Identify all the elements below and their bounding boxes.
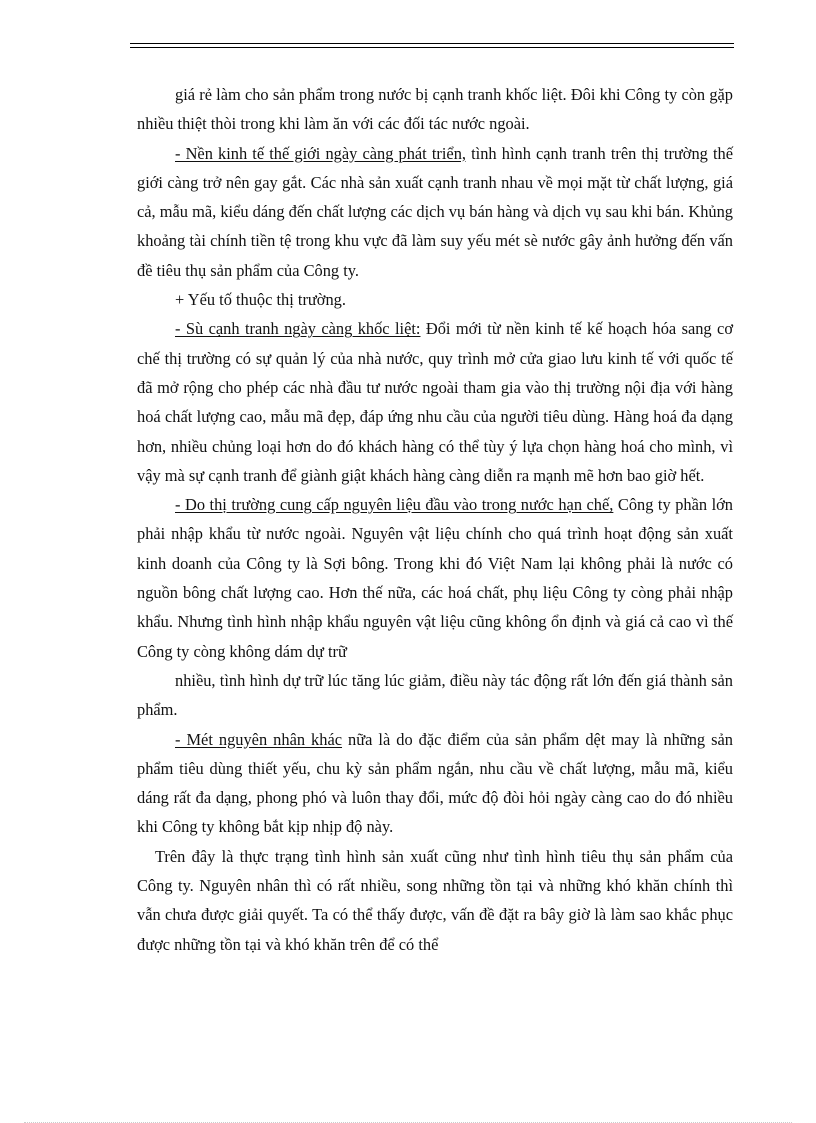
- paragraph-2-heading: - Nền kinh tế thế giới ngày càng phát triển,: [175, 143, 466, 163]
- paragraph-7-heading: - Mét nguyên nhân khác: [175, 729, 343, 749]
- paragraph-5: [137, 490, 733, 666]
- paragraph-7-text: nữa là do đặc điểm của sản phẩm dệt may là những sản phẩm tiêu dùng thiết yếu, chu kỳ sản phẩm ngắn, nhu cầu về chất lượng, mẫu mã, kiểu dáng rất đa dạng, phong phó và luôn thay đổi, mức độ đòi hỏi ngày càng cao do đó nhiều khi Công ty không bắt kịp nhịp độ này.: [137, 729, 733, 837]
- paragraph-4-heading: - Sù cạnh tranh ngày càng khốc liệt:: [175, 319, 421, 339]
- paragraph-7: [137, 725, 733, 842]
- paragraph-2-text: tình hình cạnh tranh trên thị trường thế giới càng trở nên gay gắt. Các nhà sản xuất cạnh tranh nhau về mọi mặt từ chất lượng, giá cả, mẫu mã, kiểu dáng đến chất lượng các dịch vụ bán hàng và dịch vụ sau khi bán. Khủng khoảng tài chính tiền tệ trong khu vực đã làm suy yếu mét sè nước gây ảnh hưởng đến vấn đề tiêu thụ sản phẩm của Công ty.: [137, 143, 733, 280]
- paragraph-4: [137, 314, 733, 490]
- paragraph-1: giá rẻ làm cho sản phẩm trong nước bị cạnh tranh khốc liệt. Đôi khi Công ty còn gặp nhiều thiệt thòi trong khi làm ăn với các đối tác nước ngoài.: [137, 85, 733, 134]
- paragraph-2: [137, 139, 733, 285]
- paragraph-5-heading: - Do thị trường cung cấp nguyên liệu đầu vào trong nước hạn chế,: [175, 495, 614, 515]
- paragraph-3: + Yếu tố thuộc thị trường.: [175, 290, 346, 310]
- header-rule: [130, 43, 734, 48]
- paragraph-5-text: Công ty phần lớn phải nhập khẩu từ nước ngoài. Nguyên vật liệu chính cho quá trình hoạt động sản xuất kinh doanh của Công ty là Sợi bông. Trong khi đó Việt Nam lại không phải là nước có nguồn bông chất lượng cao. Hơn thế nữa, các hoá chất, phụ liệu Công ty còng phải nhập khẩu. Nhưng tình hình nhập khẩu nguyên vật liệu cũng không ổn định và giá cả cao vì thế Công ty còng không dám dự trữ: [137, 495, 733, 661]
- paragraph-6: nhiều, tình hình dự trữ lúc tăng lúc giảm, điều này tác động rất lớn đến giá thành sản phẩm.: [137, 670, 733, 720]
- document-body: [137, 80, 733, 959]
- paragraph-8: Trên đây là thực trạng tình hình sản xuất cũng như tình hình tiêu thụ sản phẩm của Công ty. Nguyên nhân thì có rất nhiều, song những tồn tại và những khó khăn chính thì vẫn chưa được giải quyết. Ta có thể thấy được, vấn đề đặt ra bây giờ là làm sao khắc phục được những tồn tại và khó khăn trên để có thể: [137, 846, 733, 954]
- paragraph-4-text: Đổi mới từ nền kinh tế kế hoạch hóa sang cơ chế thị trường có sự quản lý của nhà nước, quy trình mở cửa giao lưu kinh tế với quốc tế đã mở rộng cho phép các nhà đầu tư nước ngoài tham gia vào thị trường nội địa với hàng hoá chất lượng cao, mẫu mã đẹp, đáp ứng nhu cầu của người tiêu dùng. Hàng hoá đa dạng hơn, nhiều chủng loại hơn do đó khách hàng có thể tùy ý lựa chọn hàng hoá cho mình, vì vậy mà sự cạnh tranh để giành giật khách hàng càng diễn ra mạnh mẽ hơn bao giờ hết.: [137, 319, 733, 485]
